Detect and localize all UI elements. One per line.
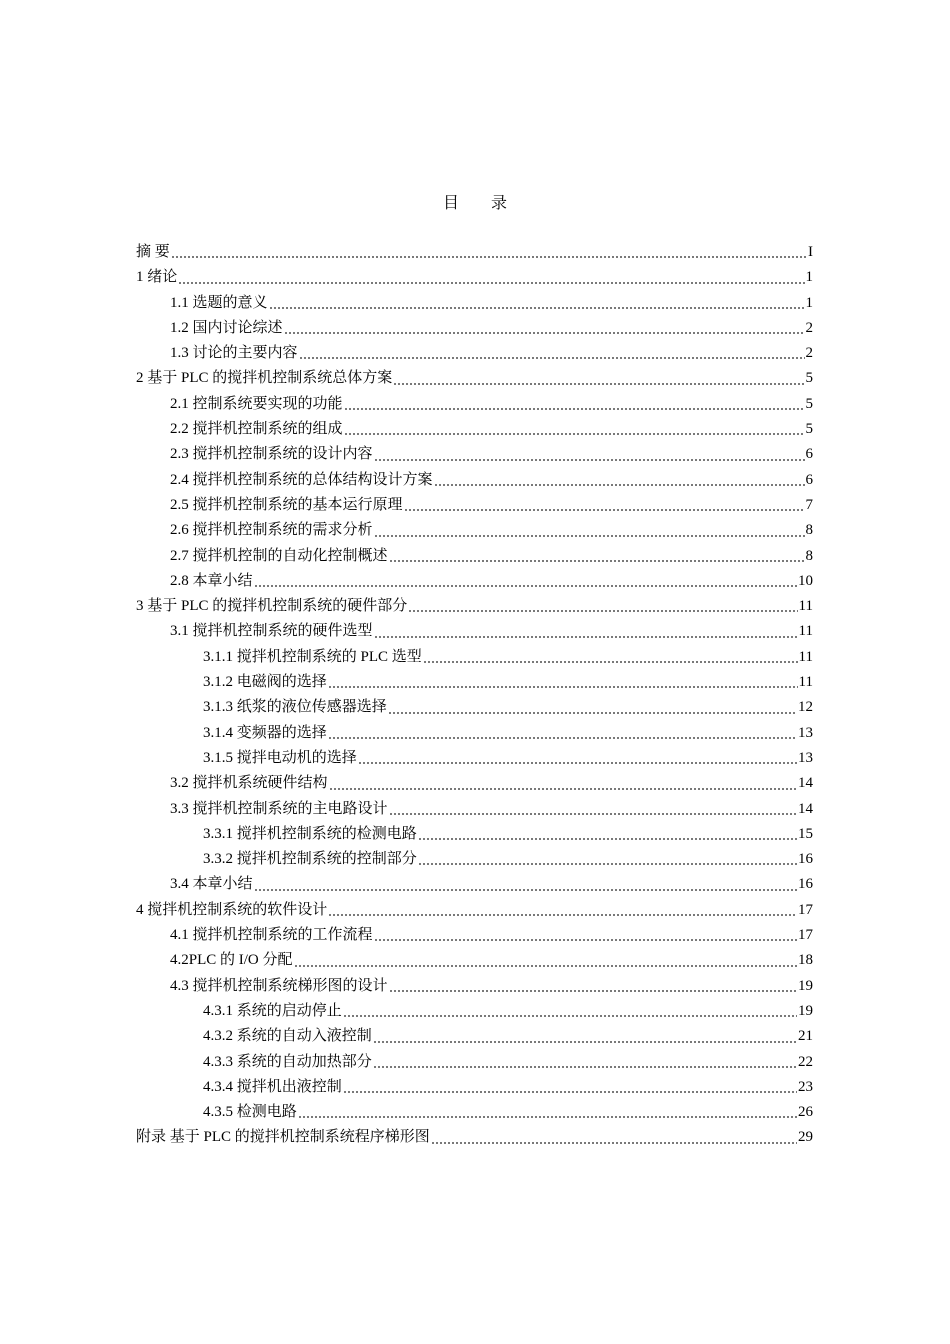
toc-entry[interactable] xyxy=(136,771,813,796)
toc-list xyxy=(136,240,813,1151)
toc-dot-leader xyxy=(389,800,797,816)
toc-dot-leader xyxy=(254,876,797,892)
toc-entry[interactable] xyxy=(136,493,813,518)
toc-entry-label: 3.1.3 纸浆的液位传感器选择 xyxy=(203,699,387,716)
toc-entry-page-number: 21 xyxy=(798,1028,813,1045)
toc-entry-label: 摘 要 xyxy=(136,244,170,260)
toc-entry-label: 3.1.4 变频器的选择 xyxy=(203,724,327,741)
toc-entry-label: 1.3 讨论的主要内容 xyxy=(170,345,298,362)
toc-entry-label: 3.1.2 电磁阀的选择 xyxy=(203,674,327,691)
toc-entry[interactable] xyxy=(136,797,813,822)
toc-entry-label: 2.1 控制系统要实现的功能 xyxy=(170,395,343,412)
toc-entry-page-number: 6 xyxy=(805,471,813,488)
toc-entry-page-number: 11 xyxy=(798,674,813,691)
toc-entry-label: 2.8 本章小结 xyxy=(170,572,253,589)
toc-entry[interactable] xyxy=(136,316,813,341)
toc-entry-page-number: 14 xyxy=(798,775,813,792)
toc-dot-leader xyxy=(269,294,805,310)
toc-entry-page-number: 8 xyxy=(805,522,813,539)
toc-dot-leader xyxy=(328,724,797,740)
toc-entry-label: 4.3.4 搅拌机出液控制 xyxy=(203,1078,342,1095)
toc-entry[interactable] xyxy=(136,594,813,619)
toc-entry-page-number: 16 xyxy=(798,851,813,868)
toc-dot-leader xyxy=(389,977,797,993)
toc-entry[interactable] xyxy=(136,1075,813,1100)
toc-entry-label: 2.6 搅拌机控制系统的需求分析 xyxy=(170,522,373,539)
toc-entry-label: 4 搅拌机控制系统的软件设计 xyxy=(136,901,328,918)
toc-entry[interactable] xyxy=(136,847,813,872)
toc-entry[interactable] xyxy=(136,645,813,670)
toc-entry-label: 3.3 搅拌机控制系统的主电路设计 xyxy=(170,800,388,817)
toc-dot-leader xyxy=(373,1053,797,1069)
toc-entry-page-number: 19 xyxy=(798,1002,813,1019)
toc-entry-label: 3.3.1 搅拌机控制系统的检测电路 xyxy=(203,825,417,842)
toc-dot-leader xyxy=(431,1129,797,1145)
toc-entry[interactable] xyxy=(136,721,813,746)
toc-dot-leader xyxy=(328,901,797,917)
toc-entry-page-number: 5 xyxy=(805,370,813,387)
toc-entry-label: 2.3 搅拌机控制系统的设计内容 xyxy=(170,446,373,463)
toc-entry[interactable] xyxy=(136,518,813,543)
toc-entry-label: 1.2 国内讨论综述 xyxy=(170,319,283,336)
toc-entry[interactable] xyxy=(136,670,813,695)
toc-entry-label: 3.2 搅拌机系统硬件结构 xyxy=(170,775,328,792)
toc-entry[interactable] xyxy=(136,746,813,771)
toc-entry-page-number: 11 xyxy=(798,623,813,640)
toc-entry-page-number: 2 xyxy=(805,345,813,362)
toc-entry-label: 3.1.1 搅拌机控制系统的 PLC 选型 xyxy=(203,648,422,665)
toc-dot-leader xyxy=(343,1002,797,1018)
toc-entry-page-number: 11 xyxy=(798,598,813,615)
toc-dot-leader xyxy=(344,420,805,436)
toc-entry-label: 3.3.2 搅拌机控制系统的控制部分 xyxy=(203,851,417,868)
toc-entry-label: 4.1 搅拌机控制系统的工作流程 xyxy=(170,927,373,944)
toc-entry[interactable] xyxy=(136,341,813,366)
toc-entry-label: 3.4 本章小结 xyxy=(170,876,253,893)
toc-dot-leader xyxy=(294,952,797,968)
toc-dot-leader xyxy=(329,775,797,791)
toc-dot-leader xyxy=(254,572,797,588)
toc-entry[interactable] xyxy=(136,1024,813,1049)
toc-entry-page-number: 22 xyxy=(798,1053,813,1070)
toc-entry-label: 2.7 搅拌机控制的自动化控制概述 xyxy=(170,547,388,564)
toc-entry-page-number: 6 xyxy=(805,446,813,463)
toc-entry[interactable] xyxy=(136,923,813,948)
toc-dot-leader xyxy=(418,825,797,841)
toc-title: 目 录 xyxy=(442,195,521,212)
toc-entry[interactable] xyxy=(136,1100,813,1125)
toc-entry[interactable] xyxy=(136,974,813,999)
toc-entry-page-number: 7 xyxy=(805,496,813,513)
toc-entry-label: 4.3.2 系统的自动入液控制 xyxy=(203,1028,372,1045)
toc-entry-page-number: 8 xyxy=(805,547,813,564)
toc-entry-label: 附录 基于 PLC 的搅拌机控制系统程序梯形图 xyxy=(136,1129,430,1146)
toc-entry-label: 2.5 搅拌机控制系统的基本运行原理 xyxy=(170,496,403,513)
toc-dot-leader xyxy=(374,446,805,462)
toc-entry[interactable] xyxy=(136,999,813,1024)
toc-entry-label: 2.4 搅拌机控制系统的总体结构设计方案 xyxy=(170,471,433,488)
toc-entry-label: 4.3.3 系统的自动加热部分 xyxy=(203,1053,372,1070)
toc-entry[interactable] xyxy=(136,392,813,417)
toc-entry-page-number: 13 xyxy=(798,749,813,766)
toc-entry-page-number: 1 xyxy=(805,294,813,311)
toc-entry[interactable] xyxy=(136,569,813,594)
toc-dot-leader xyxy=(284,319,805,335)
toc-entry-label: 2 基于 PLC 的搅拌机控制系统总体方案 xyxy=(136,370,393,387)
toc-entry[interactable] xyxy=(136,366,813,391)
toc-entry-page-number: 13 xyxy=(798,724,813,741)
toc-dot-leader xyxy=(374,623,798,639)
toc-entry-page-number: I xyxy=(808,244,813,260)
toc-entry-page-number: 11 xyxy=(798,648,813,665)
toc-dot-leader xyxy=(434,471,805,487)
toc-dot-leader xyxy=(178,269,804,285)
toc-entry[interactable] xyxy=(136,544,813,569)
toc-entry[interactable] xyxy=(136,1050,813,1075)
toc-entry-label: 2.2 搅拌机控制系统的组成 xyxy=(170,421,343,438)
toc-entry-page-number: 1 xyxy=(805,269,813,286)
toc-entry-page-number: 14 xyxy=(798,800,813,817)
toc-entry[interactable] xyxy=(136,872,813,897)
toc-dot-leader xyxy=(298,1103,797,1119)
toc-entry-page-number: 17 xyxy=(798,901,813,918)
toc-entry[interactable] xyxy=(136,265,813,290)
toc-entry-label: 4.3.5 检测电路 xyxy=(203,1104,297,1121)
toc-entry[interactable] xyxy=(136,619,813,644)
toc-entry[interactable] xyxy=(136,442,813,467)
toc-entry-page-number: 16 xyxy=(798,876,813,893)
toc-dot-leader xyxy=(299,344,805,360)
toc-dot-leader xyxy=(408,597,797,613)
toc-entry-page-number: 29 xyxy=(798,1129,813,1146)
toc-dot-leader xyxy=(389,547,805,563)
toc-dot-leader xyxy=(344,395,805,411)
toc-entry-label: 1.1 选题的意义 xyxy=(170,294,268,311)
toc-entry-page-number: 18 xyxy=(798,952,813,969)
toc-entry-label: 4.3 搅拌机控制系统梯形图的设计 xyxy=(170,977,388,994)
toc-entry[interactable] xyxy=(136,417,813,442)
toc-entry[interactable] xyxy=(136,898,813,923)
toc-entry-label: 3.1 搅拌机控制系统的硬件选型 xyxy=(170,623,373,640)
toc-dot-leader xyxy=(343,1078,797,1094)
toc-entry-label: 4.2PLC 的 I/O 分配 xyxy=(170,952,293,969)
toc-dot-leader xyxy=(374,926,797,942)
toc-dot-leader xyxy=(423,648,798,664)
toc-dot-leader xyxy=(393,370,804,386)
toc-entry-page-number: 15 xyxy=(798,825,813,842)
toc-entry[interactable] xyxy=(136,948,813,973)
toc-entry-page-number: 2 xyxy=(805,319,813,336)
toc-entry-page-number: 10 xyxy=(798,572,813,589)
toc-dot-leader xyxy=(358,749,797,765)
toc-entry[interactable] xyxy=(136,291,813,316)
toc-entry-label: 3 基于 PLC 的搅拌机控制系统的硬件部分 xyxy=(136,598,408,615)
toc-entry-page-number: 12 xyxy=(798,699,813,716)
toc-dot-leader xyxy=(171,243,807,259)
toc-dot-leader xyxy=(328,673,798,689)
toc-entry[interactable] xyxy=(136,695,813,720)
toc-dot-leader xyxy=(373,1028,797,1044)
toc-entry-page-number: 23 xyxy=(798,1078,813,1095)
toc-entry[interactable] xyxy=(136,1125,813,1150)
toc-entry-page-number: 17 xyxy=(798,927,813,944)
toc-entry-label: 3.1.5 搅拌电动机的选择 xyxy=(203,749,357,766)
toc-dot-leader xyxy=(374,522,805,538)
toc-entry-label: 4.3.1 系统的启动停止 xyxy=(203,1002,342,1019)
toc-entry-label: 1 绪论 xyxy=(136,269,178,286)
toc-dot-leader xyxy=(404,496,805,512)
toc-entry-page-number: 5 xyxy=(805,421,813,438)
toc-entry[interactable] xyxy=(136,468,813,493)
toc-entry[interactable] xyxy=(136,822,813,847)
toc-entry[interactable] xyxy=(136,240,813,265)
toc-dot-leader xyxy=(418,850,797,866)
toc-entry-page-number: 26 xyxy=(798,1104,813,1121)
toc-entry-page-number: 19 xyxy=(798,977,813,994)
toc-dot-leader xyxy=(388,699,797,715)
toc-entry-page-number: 5 xyxy=(805,395,813,412)
